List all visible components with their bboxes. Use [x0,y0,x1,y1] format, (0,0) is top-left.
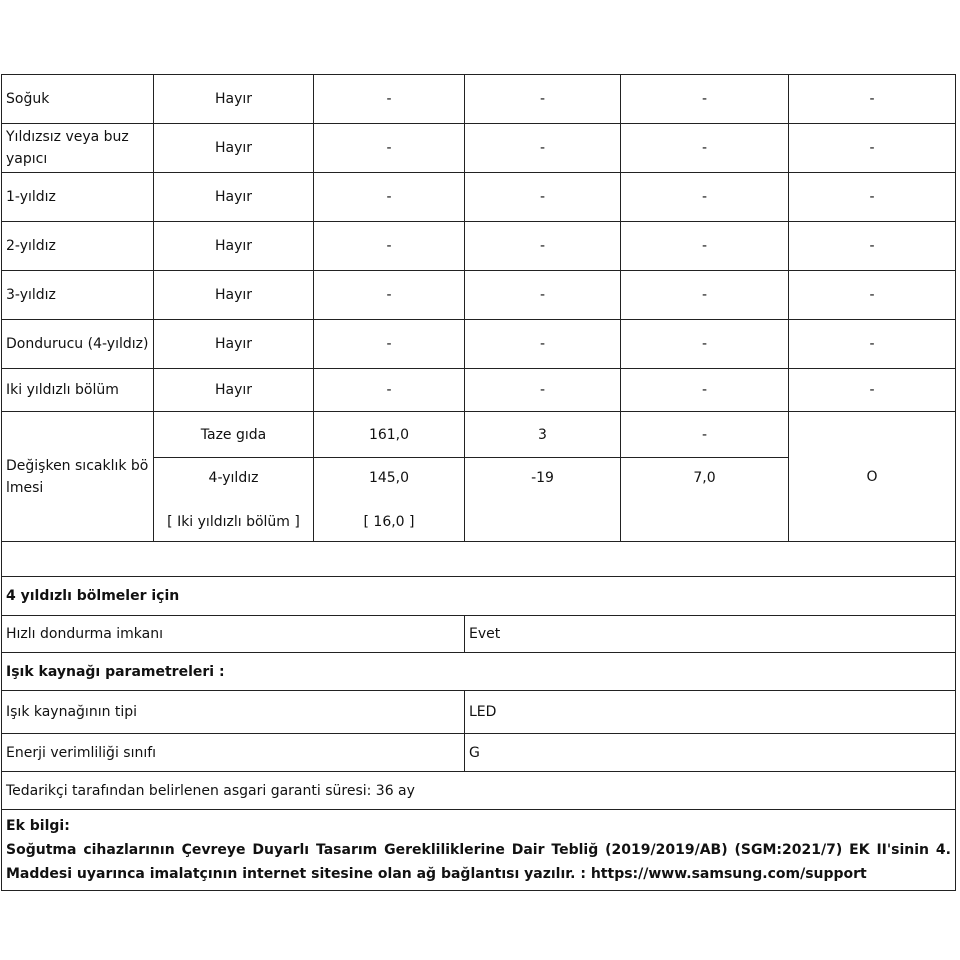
variable-compartment-mark: O [789,412,956,542]
row-label: Soğuk [2,75,154,124]
energy-class-label: Enerji verimliliği sınıfı [2,734,465,772]
variable-compartment-label: Değişken sıcaklık bö lmesi [2,412,154,542]
cell: - [789,124,956,173]
cell: - [789,320,956,369]
table-row [2,75,956,124]
row-value: Hayır [154,124,314,173]
cell: - [314,124,465,173]
table-row [2,653,956,691]
cell: - [621,173,789,222]
volume-cell [314,458,465,542]
cell: - [465,320,621,369]
light-type-label: Işık kaynağının tipi [2,691,465,734]
cell: - [314,222,465,271]
table-row [2,772,956,810]
cell: - [465,271,621,320]
cell: - [621,320,789,369]
fast-freeze-label: Hızlı dondurma imkanı [2,616,465,653]
cell: - [789,222,956,271]
table-row [2,734,956,772]
table-row [2,577,956,616]
cell: - [314,75,465,124]
cell: - [314,271,465,320]
cell: - [465,75,621,124]
extra-text: Soğutma cihazlarının Çevreye Duyarlı Tasarım Gerekliliklerine Dair Tebliğ (2019/2019/AB) (SGM:2021/7) EK II'sinin 4. Maddesi uyarınca imalatçının internet sitesine olan ağ bağlantısı yazılır. : https://www.samsung.com/support [6,842,951,882]
cell: 7,0 [693,470,716,486]
cell: - [621,271,789,320]
cell: - [621,222,789,271]
cell: 145,0 [368,470,410,486]
warranty-text: Tedarikçi tarafından belirlenen asgari garanti süresi: 36 ay [2,772,956,810]
cell: - [789,75,956,124]
table-row [2,320,956,369]
extra-info [2,810,956,891]
extra-heading: Ek bilgi: [6,818,70,834]
fast-freeze-value: Evet [465,616,956,653]
cell: - [789,271,956,320]
energy-class-value: G [465,734,956,772]
table-row [2,222,956,271]
row-label: Yıldızsız veya buz yapıcı [2,124,154,173]
cell: 161,0 [314,412,465,458]
table-row [2,810,956,891]
cell: - [621,412,789,458]
cell: - [465,173,621,222]
fresh-food-label: Taze gıda [154,412,314,458]
table-row [2,271,956,320]
cell: - [621,369,789,412]
row-value: Hayır [154,75,314,124]
cell: - [789,173,956,222]
table-row [2,691,956,734]
cell: 3 [465,412,621,458]
cell: - [621,75,789,124]
cell: - [465,369,621,412]
cell: [ 16,0 ] [363,514,415,530]
row-label: 1-yıldız [2,173,154,222]
table-row [2,616,956,653]
row-value: Hayır [154,320,314,369]
four-star-cell [154,458,314,542]
row-label: Iki yıldızlı bölüm [2,369,154,412]
table-row [2,124,956,173]
temp-cell [465,458,621,542]
cell: - [789,369,956,412]
cell: - [465,124,621,173]
table-row [2,369,956,412]
light-type-value: LED [465,691,956,734]
light-heading: Işık kaynağı parametreleri : [2,653,956,691]
cell: - [465,222,621,271]
cell: - [314,173,465,222]
four-star-label: 4-yıldız [208,470,259,486]
cell: - [314,320,465,369]
empty-row [2,542,956,577]
row-value: Hayır [154,369,314,412]
two-star-section-label: [ Iki yıldızlı bölüm ] [167,514,300,530]
cell-5 [621,458,789,542]
row-label: Dondurucu (4-yıldız) [2,320,154,369]
row-value: Hayır [154,173,314,222]
table-row [2,412,956,458]
cell: - [314,369,465,412]
table-row [2,173,956,222]
specs-table [1,74,956,891]
row-value: Hayır [154,271,314,320]
row-label: 3-yıldız [2,271,154,320]
cell: -19 [531,470,554,486]
row-value: Hayır [154,222,314,271]
four-star-heading: 4 yıldızlı bölmeler için [2,577,956,616]
spacer-row [2,542,956,577]
cell: - [621,124,789,173]
row-label: 2-yıldız [2,222,154,271]
